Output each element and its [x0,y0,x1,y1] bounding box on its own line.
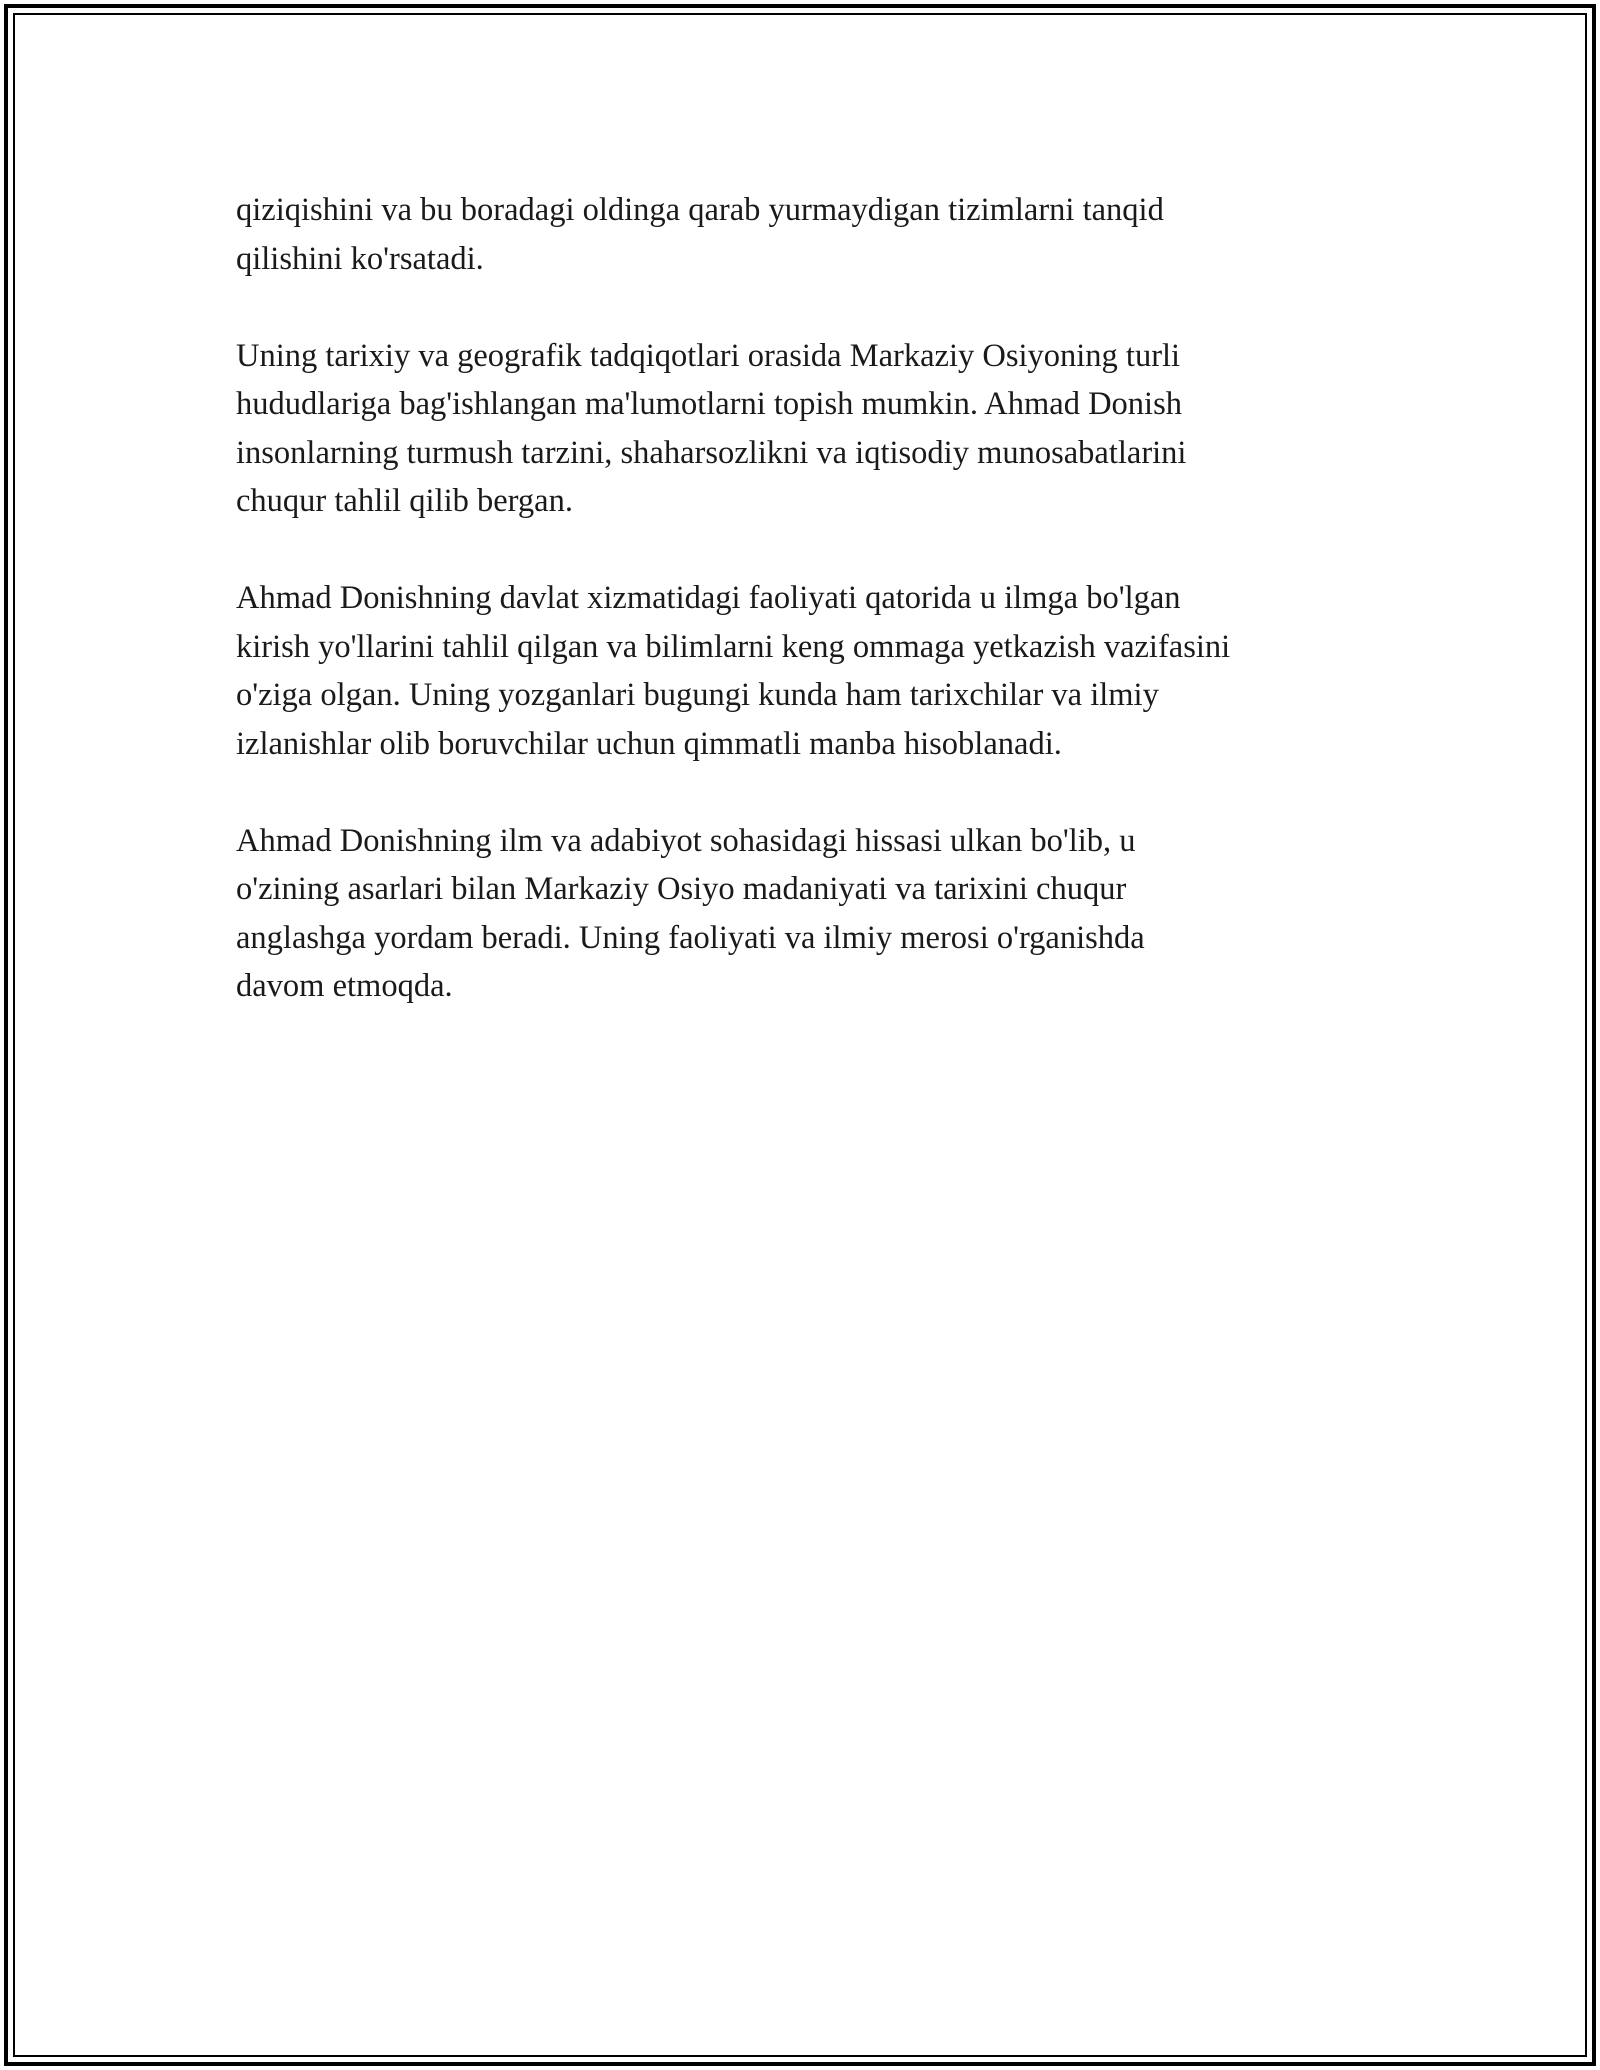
text-line: kirish yo'llarini tahlil qilgan va bilimlarni keng ommaga yetkazish vazifasini [236,628,1231,665]
text-line: qilishini ko'rsatadi. [236,240,484,277]
paragraph-2 [236,332,1376,526]
text-line: qiziqishini va bu boradagi oldinga qarab yurmaydigan tizimlarni tanqid [236,192,1164,228]
text-line: Ahmad Donishning ilm va adabiyot sohasidagi hissasi ulkan bo'lib, u [236,822,1136,859]
text-line: Ahmad Donishning davlat xizmatidagi faoliyati qatorida u ilmga bo'lgan [236,580,1181,616]
text-line: anglashga yordam beradi. Uning faoliyati va ilmiy merosi o'rganishda [236,919,1145,956]
text-line: Uning tarixiy va geografik tadqiqotlari orasida Markaziy Osiyoning turli [236,337,1181,374]
paragraph-4 [236,817,1376,1011]
text-line: izlanishlar olib boruvchilar uchun qimmatli manba hisoblanadi. [236,725,1062,762]
paragraph-3 [236,574,1376,768]
text-line: o'ziga olgan. Uning yozganlari bugungi kunda ham tarixchilar va ilmiy [236,677,1159,713]
text-line: o'zining asarlari bilan Markaziy Osiyo madaniyati va tarixini chuqur [236,871,1127,907]
text-line: insonlarning turmush tarzini, shaharsozlikni va iqtisodiy munosabatlarini [236,434,1187,471]
text-line: chuqur tahlil qilib bergan. [236,483,573,519]
text-line: davom etmoqda. [236,968,453,1004]
paragraph-1 [236,186,1376,283]
document-body [236,186,1376,1011]
text-line: hududlariga bag'ishlangan ma'lumotlarni topish mumkin. Ahmad Donish [236,386,1182,422]
